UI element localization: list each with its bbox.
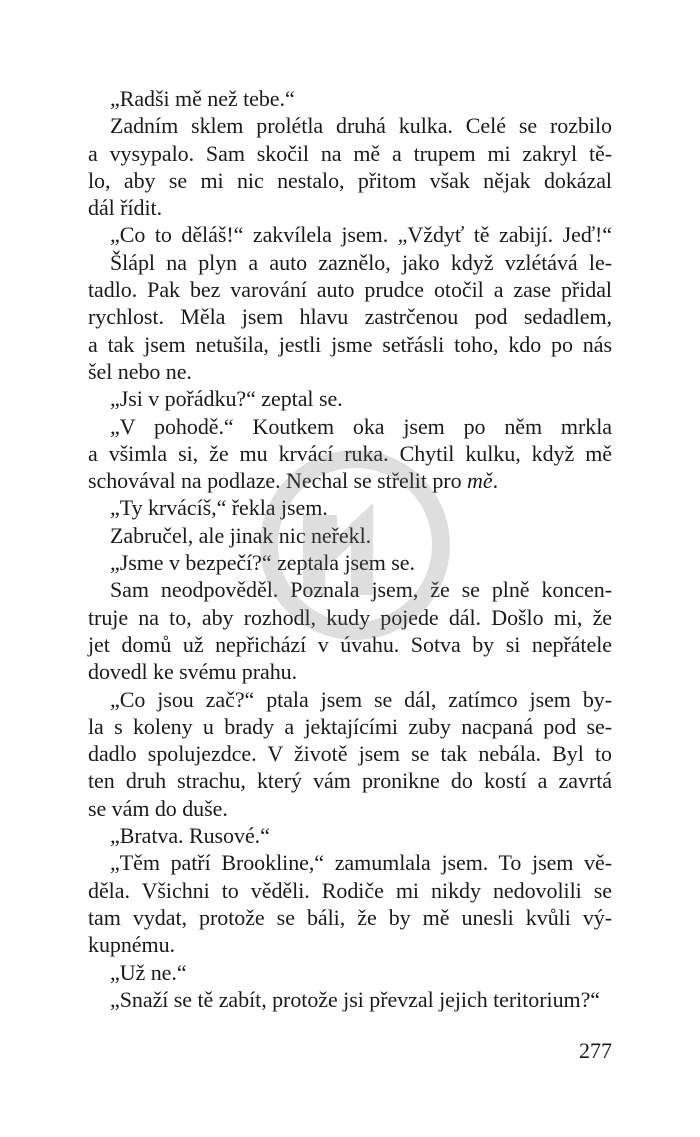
text-line: a tak jsem netušila, jestli jsme setřásli toho, kdo po nás bbox=[88, 331, 612, 357]
text-line: dál řídit. bbox=[88, 195, 163, 221]
book-page-text bbox=[88, 85, 612, 1013]
text-line: Šlápl na plyn a auto zaznělo, jako když vzlétává le- bbox=[110, 249, 612, 275]
text-line: „Těm patří Brookline,“ zamumlala jsem. To jsem vě- bbox=[110, 850, 612, 876]
text-line: děla. Všichni to věděli. Rodiče mi nikdy nedovolili se bbox=[88, 877, 612, 903]
text-line: ten druh strachu, který vám pronikne do kostí a zavrtá bbox=[88, 768, 612, 794]
text-line: „Ty krvácíš,“ řekla jsem. bbox=[110, 495, 328, 521]
text-line: dadlo spolujezdce. V životě jsem se tak nebála. Byl to bbox=[88, 741, 612, 767]
text-line: kupnému. bbox=[88, 932, 175, 958]
text-line: dovedl ke svému prahu. bbox=[88, 659, 298, 685]
text-line: „V pohodě.“ Koutkem oka jsem po něm mrkla bbox=[110, 413, 612, 439]
text-line: „Jsi v pořádku?“ zeptal se. bbox=[110, 386, 343, 412]
emphasis-word: mě bbox=[467, 468, 493, 494]
text-line: „Radši mě než tebe.“ bbox=[110, 86, 295, 111]
text-line: rychlost. Měla jsem hlavu zastrčenou pod sedadlem, bbox=[88, 304, 612, 330]
text-line: lo, aby se mi nic nestalo, přitom však nějak dokázal bbox=[88, 167, 612, 193]
text-line: „Co to děláš!“ zakvílela jsem. „Vždyť tě zabijí. Jeď!“ bbox=[110, 222, 612, 248]
text-line: se vám do duše. bbox=[88, 795, 228, 821]
page-number: 277 bbox=[579, 1038, 612, 1063]
text-line: jet domů už nepřichází v úvahu. Sotva by si nepřátele bbox=[88, 631, 612, 657]
text-line: truje na to, aby rozhodl, kudy pojede dál. Došlo mi, že bbox=[88, 604, 612, 630]
text-line: „Co jsou zač?“ ptala jsem se dál, zatímco jsem by- bbox=[110, 686, 612, 712]
text-line-main: schovával na podlaze. Nechal se střelit pro bbox=[88, 468, 467, 494]
text-line: a vysypalo. Sam skočil na mě a trupem mi zakryl tě- bbox=[88, 140, 612, 166]
text-line: a všimla si, že mu krvácí ruka. Chytil kulku, když mě bbox=[88, 440, 612, 466]
text-line: tam vydat, protože se báli, že by mě unesli kvůli vý- bbox=[88, 904, 612, 930]
text-line: Sam neodpověděl. Poznala jsem, že se plně koncen- bbox=[110, 577, 612, 603]
text-line: šel nebo ne. bbox=[88, 358, 192, 384]
text-line: Zabručel, ale jinak nic neřekl. bbox=[110, 522, 372, 548]
text-line: tadlo. Pak bez varování auto prudce otočil a zase přidal bbox=[88, 277, 612, 303]
text-line: „Jsme v bezpečí?“ zeptala jsem se. bbox=[110, 550, 415, 576]
text-line: la s koleny u brady a jektajícími zuby nacpaná pod se- bbox=[88, 713, 612, 739]
text-line: „Snaží se tě zabít, protože jsi převzal jejich teritorium?“ bbox=[110, 986, 601, 1012]
text-line: „Bratva. Rusové.“ bbox=[110, 823, 270, 849]
text-line: Zadním sklem prolétla druhá kulka. Celé se rozbilo bbox=[110, 113, 612, 139]
text-line: „Už ne.“ bbox=[110, 959, 187, 985]
text-line-tail: . bbox=[492, 468, 499, 494]
text-line bbox=[88, 467, 612, 494]
